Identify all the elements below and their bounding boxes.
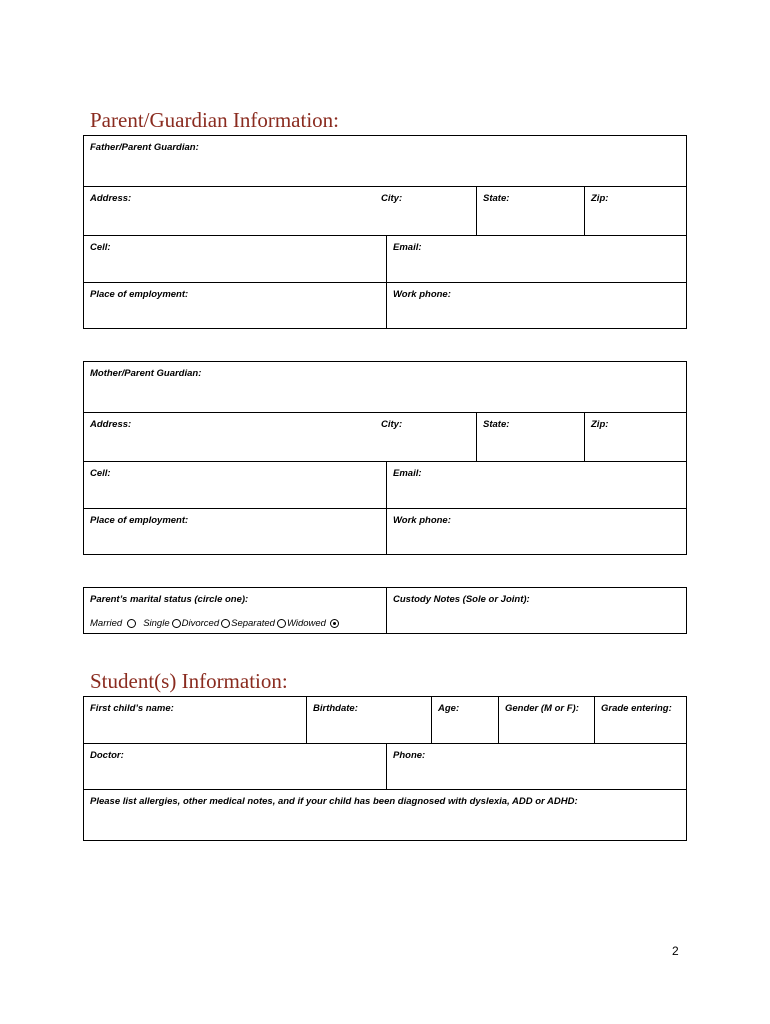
- option-married-radio[interactable]: [127, 619, 136, 628]
- option-single-radio[interactable]: [172, 619, 181, 628]
- mother-work-phone-field[interactable]: [386, 508, 686, 554]
- mother-info-table: [83, 361, 687, 555]
- age-field[interactable]: [431, 697, 498, 743]
- grade-entering-field[interactable]: [594, 697, 686, 743]
- first-child-name-field[interactable]: [84, 697, 306, 743]
- option-divorced-label: Divorced: [181, 618, 220, 629]
- marital-custody-table: [83, 587, 687, 634]
- father-zip-field[interactable]: [584, 186, 686, 235]
- doctor-phone-field[interactable]: [386, 743, 686, 789]
- mother-state-field[interactable]: [476, 412, 584, 461]
- father-address-field[interactable]: [84, 186, 375, 235]
- mother-address-label: Address:: [90, 419, 132, 430]
- mother-city-field[interactable]: [375, 412, 476, 461]
- marital-status-label: Parent’s marital status (circle one):: [90, 594, 249, 605]
- gender-label: Gender (M or F):: [505, 703, 579, 714]
- option-divorced-radio[interactable]: [221, 619, 230, 628]
- mother-address-field[interactable]: [84, 412, 375, 461]
- mother-city-label: City:: [381, 419, 403, 430]
- father-employment-field[interactable]: [84, 282, 386, 328]
- mother-zip-field[interactable]: [584, 412, 686, 461]
- father-city-label: City:: [381, 193, 403, 204]
- father-address-label: Address:: [90, 193, 132, 204]
- option-separated-label: Separated: [231, 618, 275, 629]
- father-employment-label: Place of employment:: [90, 289, 189, 300]
- father-email-label: Email:: [393, 242, 422, 253]
- birthdate-label: Birthdate:: [313, 703, 358, 714]
- doctor-field[interactable]: [84, 743, 386, 789]
- father-email-field[interactable]: [386, 235, 686, 282]
- mother-cell-label: Cell:: [90, 468, 111, 479]
- gender-field[interactable]: [498, 697, 594, 743]
- mother-employment-field[interactable]: [84, 508, 386, 554]
- father-state-field[interactable]: [476, 186, 584, 235]
- age-label: Age:: [438, 703, 460, 714]
- first-child-name-label: First child’s name:: [90, 703, 174, 714]
- student-info-table: [83, 696, 687, 841]
- option-single-label: Single: [143, 618, 170, 629]
- marital-status-options: [90, 618, 340, 629]
- page-number: 2: [672, 944, 679, 958]
- option-widowed-label: Widowed: [286, 618, 326, 629]
- student-info-heading: Student(s) Information:: [90, 669, 288, 693]
- medical-notes-field[interactable]: [84, 789, 686, 840]
- father-name-label: Father/Parent Guardian:: [90, 142, 199, 153]
- mother-name-label: Mother/Parent Guardian:: [90, 368, 202, 379]
- mother-name-field[interactable]: [84, 362, 686, 412]
- custody-notes-label: Custody Notes (Sole or Joint):: [393, 594, 530, 605]
- father-info-table: [83, 135, 687, 329]
- father-cell-field[interactable]: [84, 235, 386, 282]
- mother-state-label: State:: [483, 419, 510, 430]
- father-cell-label: Cell:: [90, 242, 111, 253]
- grade-entering-label: Grade entering:: [601, 703, 672, 714]
- parent-guardian-heading: Parent/Guardian Information:: [90, 108, 340, 132]
- custody-notes-field[interactable]: [386, 588, 686, 633]
- father-zip-label: Zip:: [591, 193, 609, 204]
- doctor-phone-label: Phone:: [393, 750, 426, 761]
- father-work-phone-label: Work phone:: [393, 289, 451, 300]
- father-state-label: State:: [483, 193, 510, 204]
- mother-zip-label: Zip:: [591, 419, 609, 430]
- marital-status-field: [84, 588, 386, 633]
- mother-work-phone-label: Work phone:: [393, 515, 451, 526]
- medical-notes-label: Please list allergies, other medical notes, and if your child has been diagnosed with dyslexia, ADD or ADHD:: [90, 796, 578, 807]
- mother-employment-label: Place of employment:: [90, 515, 189, 526]
- father-city-field[interactable]: [375, 186, 476, 235]
- mother-email-label: Email:: [393, 468, 422, 479]
- mother-email-field[interactable]: [386, 461, 686, 508]
- birthdate-field[interactable]: [306, 697, 431, 743]
- father-name-field[interactable]: [84, 136, 686, 186]
- option-separated-radio[interactable]: [277, 619, 286, 628]
- mother-cell-field[interactable]: [84, 461, 386, 508]
- option-widowed-radio[interactable]: [330, 619, 339, 628]
- option-married-label: Married: [90, 618, 123, 629]
- father-work-phone-field[interactable]: [386, 282, 686, 328]
- doctor-label: Doctor:: [90, 750, 124, 761]
